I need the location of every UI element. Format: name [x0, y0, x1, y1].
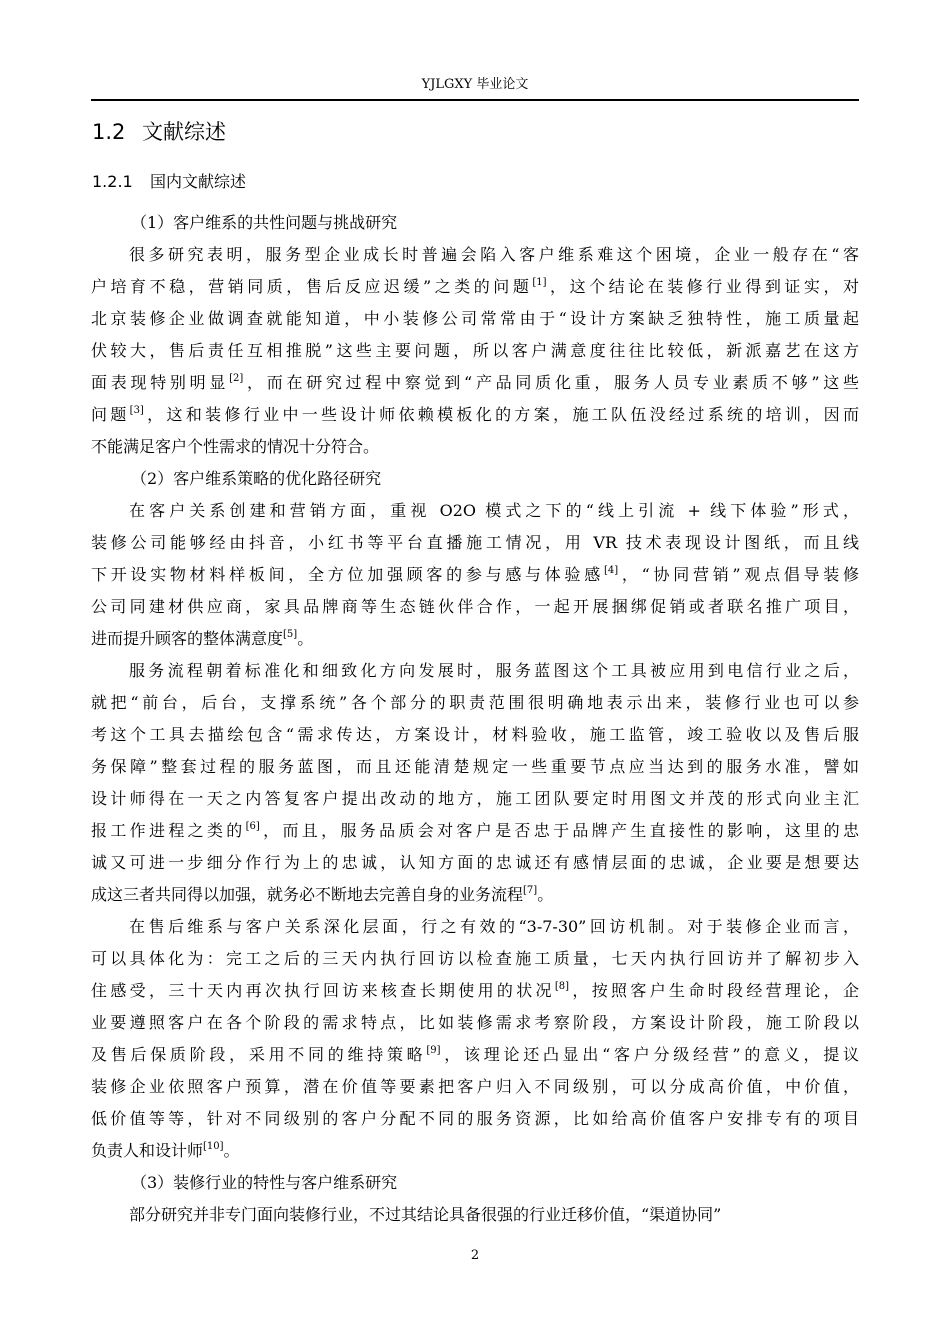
paragraph-2: [91, 495, 859, 655]
subsection-number: 1.2.1: [92, 172, 133, 191]
text-line: 进而提升顾客的整体满意度[5]。: [91, 629, 314, 648]
text-line: 报工作进程之类的[6]，而且，服务品质会对客户是否忠于品牌产生直接性的影响，这里的忠: [91, 821, 859, 840]
text-line: 不能满足客户个性需求的情况十分符合。: [91, 437, 380, 456]
citation-marker: [6]: [245, 821, 260, 832]
text-line: 可以具体化为：完工之后的三天内执行回访以检查施工质量，七天内执行回访并了解初步入: [91, 949, 859, 968]
subsection-title: 国内文献综述: [150, 172, 247, 191]
text-line: 诚又可进一步细分作行为上的忠诚，认知方面的忠诚还有感情层面的忠诚，企业要是想要达: [91, 853, 859, 872]
text-line: 设计师得在一天之内答复客户提出改动的地方，施工团队要定时用图文并茂的形式向业主汇: [91, 789, 859, 808]
text-line: 在客户关系创建和营销方面，重视 O2O 模式之下的“线上引流 + 线下体验”形式，: [129, 501, 859, 520]
citation-marker: [8]: [554, 981, 570, 992]
paragraph-1: [91, 239, 859, 463]
paragraph-4: [91, 911, 859, 1167]
text-line: 北京装修企业做调查就能知道，中小装修公司常常由于“设计方案缺乏独特性，施工质量起: [91, 309, 859, 328]
text-line: 业要遵照客户在各个阶段的需求特点，比如装修需求考察阶段，方案设计阶段，施工阶段以: [91, 1013, 859, 1032]
text-line: 问题[3]，这和装修行业中一些设计师依赖模板化的方案，施工队伍没经过系统的培训，因而: [91, 405, 859, 424]
text-line: 低价值等等，针对不同级别的客户分配不同的服务资源，比如给高价值客户安排专有的项目: [91, 1109, 859, 1128]
text-line: 户培育不稳，营销同质，售后反应迟缓”之类的问题[1]，这个结论在装修行业得到证实，对: [91, 277, 859, 296]
section-title: 文献综述: [142, 120, 226, 144]
paragraph-3: [91, 655, 859, 911]
text-line: 很多研究表明，服务型企业成长时普遍会陷入客户维系难这个困境，企业一般存在“客: [129, 245, 859, 264]
citation-marker: [1]: [532, 277, 547, 288]
subsection-heading: [92, 170, 246, 194]
text-line: 伏较大，售后责任互相推脱”这些主要问题，所以客户满意度往往比较低，新派嘉艺在这方: [91, 341, 859, 360]
part-heading-3: （3）装修行业的特性与客户维系研究: [131, 1173, 398, 1192]
citation-marker: [10]: [203, 1141, 224, 1152]
text-line: 面表现特别明显[2]，而在研究过程中察觉到“产品同质化重，服务人员专业素质不够”这些: [91, 373, 859, 392]
text-line: 负责人和设计师[10]。: [91, 1141, 240, 1160]
header-rule: [91, 99, 859, 101]
text-line: 装修公司能够经由抖音，小红书等平台直播施工情况，用 VR 技术表现设计图纸，而且线: [91, 533, 859, 552]
citation-marker: [3]: [129, 405, 144, 416]
text-line: 就把“前台，后台，支撑系统”各个部分的职责范围很明确地表示出来，装修行业也可以参: [91, 693, 859, 712]
body-text: [91, 207, 859, 1231]
text-line: 下开设实物材料样板间，全方位加强顾客的参与感与体验感[4]，“协同营销”观点倡导装修: [91, 565, 859, 584]
paragraph-5: [91, 1199, 859, 1231]
citation-marker: [5]: [283, 629, 298, 640]
part-heading-2: （2）客户维系策略的优化路径研究: [131, 469, 382, 488]
text-line: 成这三者共同得以加强，就务必不断地去完善自身的业务流程[7]。: [91, 885, 554, 904]
text-line: 住感受，三十天内再次执行回访来核查长期使用的状况[8]，按照客户生命时段经营理论，企: [91, 981, 859, 1000]
citation-marker: [9]: [426, 1045, 441, 1056]
section-heading: [92, 118, 226, 146]
text-line: 务保障”整套过程的服务蓝图，而且还能清楚规定一些重要节点应当达到的服务水准，譬如: [91, 757, 859, 776]
text-line: 公司同建材供应商，家具品牌商等生态链伙伴合作，一起开展捆绑促销或者联名推广项目，: [91, 597, 859, 616]
citation-marker: [2]: [229, 373, 244, 384]
text-line: 在售后维系与客户关系深化层面，行之有效的“3-7-30”回访机制。对于装修企业而言，: [129, 917, 859, 936]
part-heading-1: （1）客户维系的共性问题与挑战研究: [131, 213, 398, 232]
text-line: 装修企业依照客户预算，潜在价值等要素把客户归入不同级别，可以分成高价值，中价值，: [91, 1077, 859, 1096]
text-line: 考这个工具去描绘包含“需求传达，方案设计，材料验收，施工监管，竣工验收以及售后服: [91, 725, 859, 744]
text-line: 及售后保质阶段，采用不同的维持策略[9]，该理论还凸显出“客户分级经营”的意义，提议: [91, 1045, 859, 1064]
text-line: 服务流程朝着标准化和细致化方向发展时，服务蓝图这个工具被应用到电信行业之后，: [129, 661, 859, 680]
citation-marker: [4]: [603, 565, 619, 576]
section-number: 1.2: [92, 120, 126, 144]
text-line: 部分研究并非专门面向装修行业，不过其结论具备很强的行业迁移价值，“渠道协同”: [129, 1205, 722, 1224]
running-header: YJLGXY 毕业论文: [421, 77, 529, 92]
citation-marker: [7]: [523, 885, 538, 896]
page-number: 2: [470, 1248, 480, 1263]
